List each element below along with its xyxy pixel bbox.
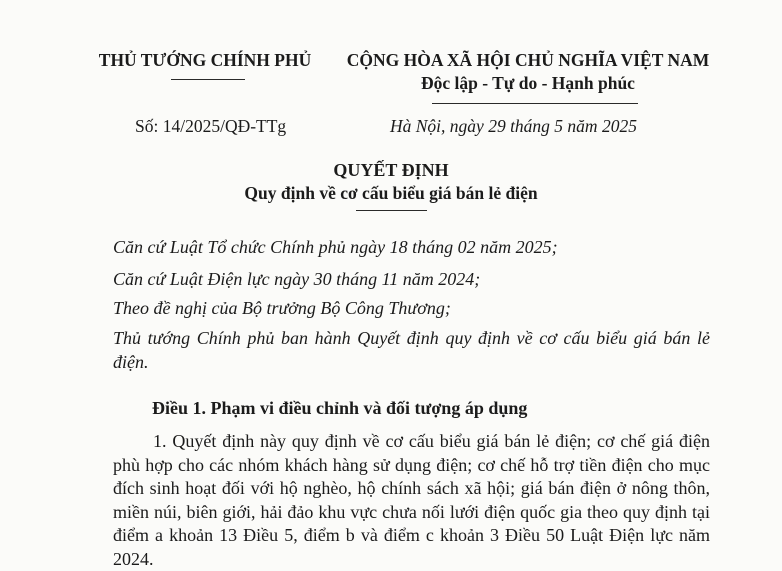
national-title: CỘNG HÒA XÃ HỘI CHỦ NGHĨA VIỆT NAM [346,50,710,70]
issuing-agency: THỦ TƯỚNG CHÍNH PHỦ [98,50,312,70]
document-subtitle: Quy định về cơ cấu biểu giá bán lẻ điện [244,183,538,203]
legal-basis-1: Căn cứ Luật Tổ chức Chính phủ ngày 18 tháng 02 năm 2025; [113,237,558,257]
document-title: QUYẾT ĐỊNH [333,160,449,180]
place-date: Hà Nội, ngày 29 tháng 5 năm 2025 [390,116,637,136]
agency-underline [171,79,245,80]
legal-basis-4: Thủ tướng Chính phủ ban hành Quyết định quy định về cơ cấu biểu giá bán lẻ điện. [113,328,710,372]
title-underline [356,210,427,211]
motto-underline [432,103,638,104]
legal-basis-2: Căn cứ Luật Điện lực ngày 30 tháng 11 năm 2024; [113,269,481,289]
legal-basis-3: Theo đề nghị của Bộ trưởng Bộ Công Thương; [113,298,451,318]
article-1-clause-1: 1. Quyết định này quy định về cơ cấu biểu giá bán lẻ điện; cơ chế giá điện phù hợp cho các nhóm khách hàng sử dụng điện; cơ chế hỗ trợ tiền điện cho mục đích sinh hoạt đối với hộ nghèo, hộ chính sách xã hội; giá bán điện ở nông thôn, miền núi, biên giới, hải đảo khu vực chưa nối lưới điện quốc gia theo quy định tại điểm a khoản 13 Điều 5, điểm b và điểm c khoản 3 Điều 50 Luật Điện lực năm 2024. [113,431,710,569]
document-number: Số: 14/2025/QĐ-TTg [135,116,287,136]
article-1-heading: Điều 1. Phạm vi điều chỉnh và đối tượng áp dụng [152,398,528,418]
national-motto: Độc lập - Tự do - Hạnh phúc [421,73,635,93]
